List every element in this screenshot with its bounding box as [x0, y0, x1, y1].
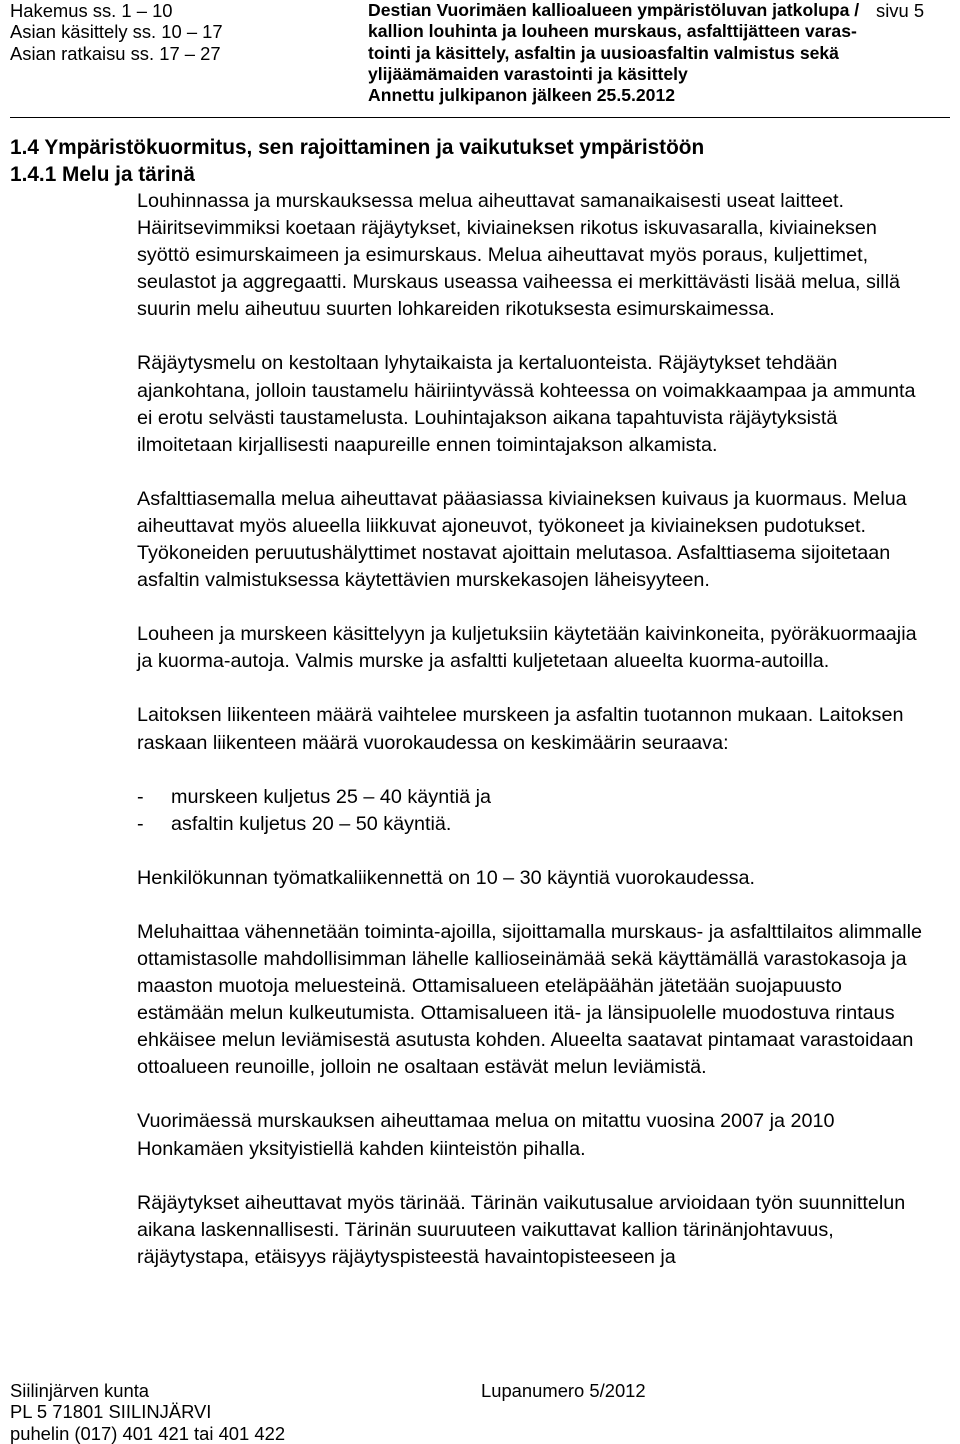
- paragraph: Räjäytykset aiheuttavat myös tärinää. Tärinän vaikutusalue arvioidaan työn suunnittelun aikana laskennallisesti. Tärinän suuruuteen vaikuttavat kallion tärinänjohtavuus, räjäytystapa, etäisyys räjäytyspisteestä havaintopisteeseen ja: [137, 1191, 906, 1268]
- footer-line: PL 5 71801 SIILINJÄRVI: [10, 1401, 212, 1423]
- footer-line: puhelin (017) 401 421 tai 401 422: [10, 1422, 286, 1444]
- page-number: sivu 5: [876, 0, 925, 21]
- paragraph: Henkilökunnan työmatkaliikennettä on 10 – 30 käyntiä vuorokaudessa.: [137, 866, 756, 889]
- footer-line: Siilinjärven kunta: [10, 1380, 150, 1401]
- header-title-line: kallion louhinta ja louheen murskaus, asfalttijätteen varas-: [368, 21, 857, 42]
- paragraph: Asfalttiasemalla melua aiheuttavat pääasiassa kiviaineksen kuivaus ja kuormaus. Melua aiheuttavat myös alueella liikkuvat ajoneuvot, työkoneet ja kiviaineksen pudotukset. Työkoneiden peruutushälyttimet nostavat ajoittain melutasoa. Asfalttiasema sijoitetaan asfaltin valmistuksessa käytettävien murskekasojen läheisyyteen.: [137, 487, 907, 592]
- paragraph: Meluhaittaa vähennetään toiminta-ajoilla, sijoittamalla murskaus- ja asfalttilaitos alimmalle ottamistasolle mahdollisimman lähelle kallioseinämää sekä käyttämällä varastokasoja ja maaston muotoja meluesteinä. Ottamisalueen eteläpäähän jätetään suojapuusto estämään melun kulkeutumista. Ottamisalueen itä- ja länsipuolelle muodostuva rintaus ehkäisee melun leviämisestä asutusta kohden. Alueelta saatavat pintamaat varastoidaan ottoalueen reunoille, jolloin ne osaltaan estävät melun leviämistä.: [137, 920, 923, 1079]
- paragraph: Louheen ja murskeen käsittelyyn ja kuljetuksiin käytetään kaivinkoneita, pyöräkuormaajia ja kuorma-autoja. Valmis murske ja asfaltti kuljetetaan alueelta kuorma-autoilla.: [137, 623, 917, 673]
- header-title-line: tointi ja käsittely, asfaltin ja uusioasfaltin valmistus sekä: [368, 42, 839, 63]
- header-section-line: Hakemus ss. 1 – 10: [10, 0, 173, 21]
- section-heading: 1.4 Ympäristökuormitus, sen rajoittaminen ja vaikutukset ympäristöön: [10, 136, 705, 159]
- subsection-heading: 1.4.1 Melu ja tärinä: [10, 163, 195, 186]
- list-item: [137, 811, 927, 838]
- list-marker: -: [137, 812, 144, 835]
- header-title-line: Destian Vuorimäen kallioalueen ympäristöluvan jatkolupa /: [368, 0, 860, 20]
- header-title-line: Annettu julkipanon jälkeen 25.5.2012: [368, 85, 676, 106]
- paragraph: Vuorimäessä murskauksen aiheuttamaa melua on mitattu vuosina 2007 ja 2010 Honkamäen yksityistiellä kahden kiinteistön pihalla.: [137, 1110, 835, 1160]
- permit-number: Lupanumero 5/2012: [481, 1380, 646, 1401]
- header-title-line: ylijäämämaiden varastointi ja käsittely: [368, 63, 688, 84]
- footer-address: [10, 1380, 285, 1444]
- header-section-line: Asian käsittely ss. 10 – 17: [10, 21, 223, 43]
- list-item: [137, 784, 927, 811]
- paragraph: Louhinnassa ja murskauksessa melua aiheuttavat samanaikaisesti useat laitteet. Häiritsevimmiksi koetaan räjäytykset, kiviaineksen rikotus iskuvasaralla, kiviaineksen syöttö esimurskaimeen ja esimurskaus. Melua aiheuttavat myös poraus, kuljettimet, seulastot ja aggregaatti. Murskaus useassa vaiheessa ei merkittävästi lisää melua, sillä suurin melu aiheutuu suurten lohkareiden rikotuksesta esimurskaimessa.: [137, 190, 901, 321]
- body-text: [137, 188, 927, 1271]
- traffic-list: [137, 784, 927, 838]
- header-divider: [10, 117, 950, 118]
- list-item-text: asfaltin kuljetus 20 – 50 käyntiä.: [171, 812, 452, 835]
- list-marker: -: [137, 785, 144, 808]
- paragraph: Laitoksen liikenteen määrä vaihtelee murskeen ja asfaltin tuotannon mukaan. Laitoksen raskaan liikenteen määrä vuorokaudessa on keskimäärin seuraava:: [137, 704, 904, 754]
- header-sections: [10, 0, 223, 64]
- paragraph: Räjäytysmelu on kestoltaan lyhytaikaista ja kertaluonteista. Räjäytykset tehdään ajankohtana, jolloin taustamelu häiriintyvässä kohteessa on voimakkaampaa ja ammunta ei erotu selvästi taustamelusta. Louhintajakson aikana tapahtuvista räjäytyksistä ilmoitetaan kirjallisesti naapureille ennen toimintajakson alkamista.: [137, 352, 916, 456]
- list-item-text: murskeen kuljetus 25 – 40 käyntiä ja: [171, 785, 491, 808]
- page-header: [0, 0, 960, 110]
- header-section-line: Asian ratkaisu ss. 17 – 27: [10, 42, 221, 64]
- header-title: [368, 0, 868, 106]
